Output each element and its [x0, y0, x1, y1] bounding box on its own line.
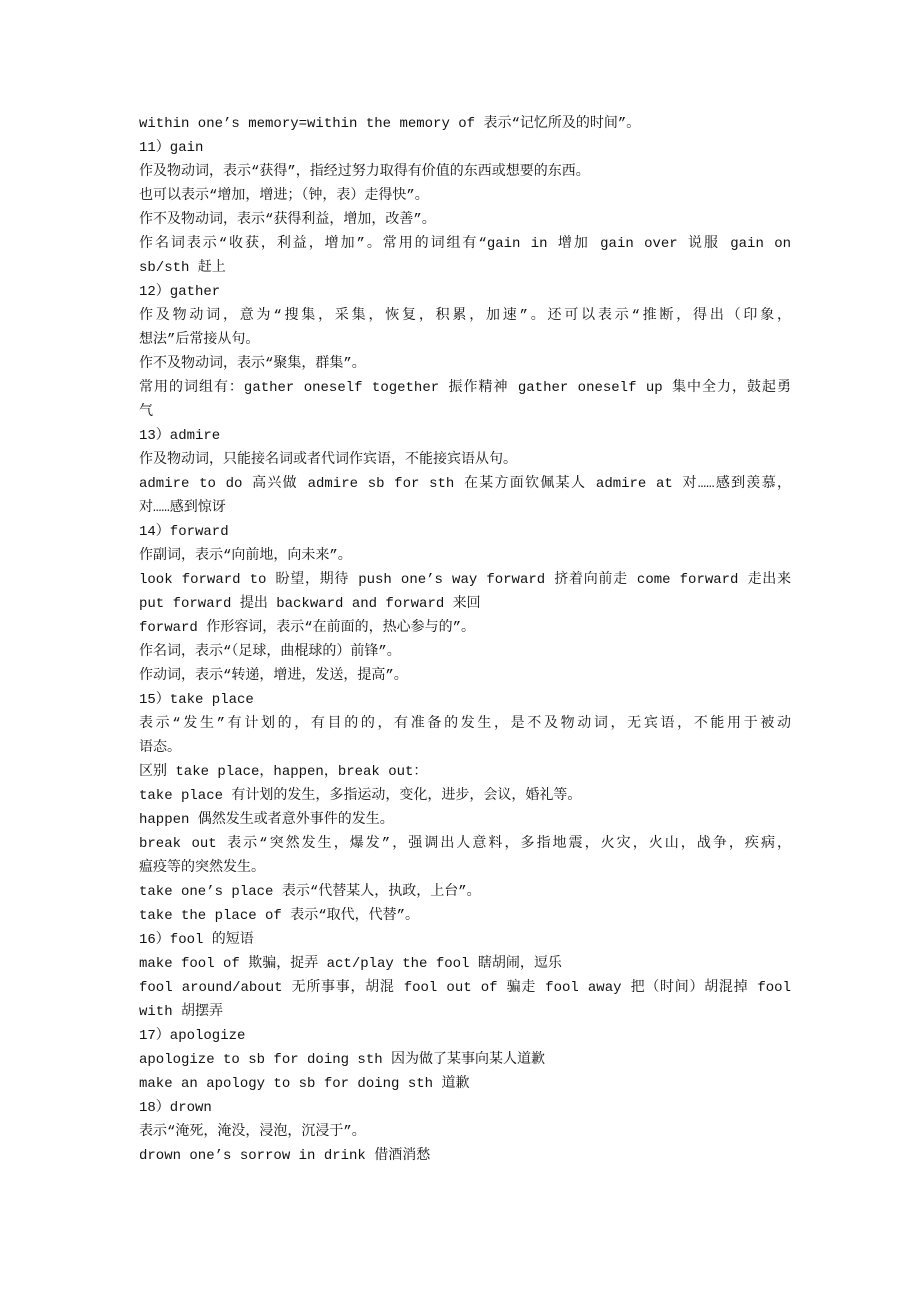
- text-line: take the place of 表示“取代，代替”。: [139, 908, 420, 924]
- text-line: within one’s memory=within the memory of 表示“记忆所及的时间”。: [139, 116, 641, 132]
- text-line: apologize to sb for doing sth 因为做了某事向某人道歉: [139, 1052, 546, 1068]
- text-line: fool around/about 无所事事，胡混 fool out of 骗走 fool away 把（时间）胡混掉 fool: [139, 980, 791, 996]
- text-line: drown one’s sorrow in drink 借酒消愁: [139, 1148, 431, 1164]
- text-line: 对……感到惊讶: [139, 500, 226, 516]
- text-line: 常用的词组有：gather oneself together 振作精神 gather oneself up 集中全力，鼓起勇: [139, 380, 791, 396]
- section-heading: 12）gather: [139, 284, 221, 300]
- text-line: break out 表示“突然发生，爆发”，强调出人意料，多指地震，火灾，火山，战争，疾病，: [139, 836, 791, 852]
- text-line: 瘟疫等的突然发生。: [139, 860, 265, 876]
- section-heading: 11）gain: [139, 140, 204, 156]
- section-heading: 15）take place: [139, 692, 254, 708]
- text-line: 语态。: [139, 740, 181, 756]
- text-line: happen 偶然发生或者意外事件的发生。: [139, 812, 394, 828]
- section-heading: 18）drown: [139, 1100, 212, 1116]
- text-line: 作动词，表示“转递，增进，发送，提高”。: [139, 668, 408, 684]
- text-line: 作及物动词，意为“搜集，采集，恢复，积累，加速”。还可以表示“推断，得出（印象，: [139, 308, 791, 324]
- document-body: [139, 112, 791, 1168]
- text-line: with 胡摆弄: [139, 1004, 224, 1020]
- section-heading: 16）fool 的短语: [139, 932, 254, 948]
- text-line: 作副词，表示“向前地，向未来”。: [139, 548, 352, 564]
- text-line: 作及物动词，只能接名词或者代词作宾语，不能接宾语从句。: [139, 452, 517, 468]
- text-line: forward 作形容词，表示“在前面的，热心参与的”。: [139, 620, 476, 636]
- text-line: 也可以表示“增加，增进；（钟，表）走得快”。: [139, 188, 429, 204]
- text-line: 作及物动词，表示“获得”，指经过努力取得有价值的东西或想要的东西。: [139, 164, 590, 180]
- text-line: 表示“发生”有计划的，有目的的，有准备的发生，是不及物动词，无宾语，不能用于被动: [139, 716, 791, 732]
- text-line: 想法”后常接从句。: [139, 332, 260, 348]
- text-line: 气: [139, 404, 153, 420]
- text-line: 作名词，表示“（足球，曲棍球的）前锋”。: [139, 644, 401, 660]
- section-heading: 13）admire: [139, 428, 221, 444]
- text-line: 作名词表示“收获，利益，增加”。常用的词组有“gain in 增加 gain over 说服 gain on: [139, 236, 791, 252]
- text-line: 作不及物动词，表示“聚集，群集”。: [139, 356, 366, 372]
- text-line: 区别 take place，happen，break out：: [139, 764, 428, 780]
- text-line: make an apology to sb for doing sth 道歉: [139, 1076, 470, 1092]
- text-line: make fool of 欺骗，捉弄 act/play the fool 瞎胡闹，逗乐: [139, 956, 562, 972]
- text-line: 作不及物动词，表示“获得利益，增加，改善”。: [139, 212, 436, 228]
- text-line: sb/sth 赶上: [139, 260, 226, 276]
- section-heading: 14）forward: [139, 524, 229, 540]
- text-line: look forward to 盼望，期待 push one’s way forward 挤着向前走 come forward 走出来: [139, 572, 791, 588]
- text-line: take place 有计划的发生，多指运动，变化，进步，会议，婚礼等。: [139, 788, 582, 804]
- text-line: admire to do 高兴做 admire sb for sth 在某方面钦佩某人 admire at 对……感到羡慕，: [139, 476, 791, 492]
- section-heading: 17）apologize: [139, 1028, 246, 1044]
- text-line: put forward 提出 backward and forward 来回: [139, 596, 481, 612]
- text-line: 表示“淹死，淹没，浸泡，沉浸于”。: [139, 1124, 366, 1140]
- text-line: take one’s place 表示“代替某人，执政，上台”。: [139, 884, 481, 900]
